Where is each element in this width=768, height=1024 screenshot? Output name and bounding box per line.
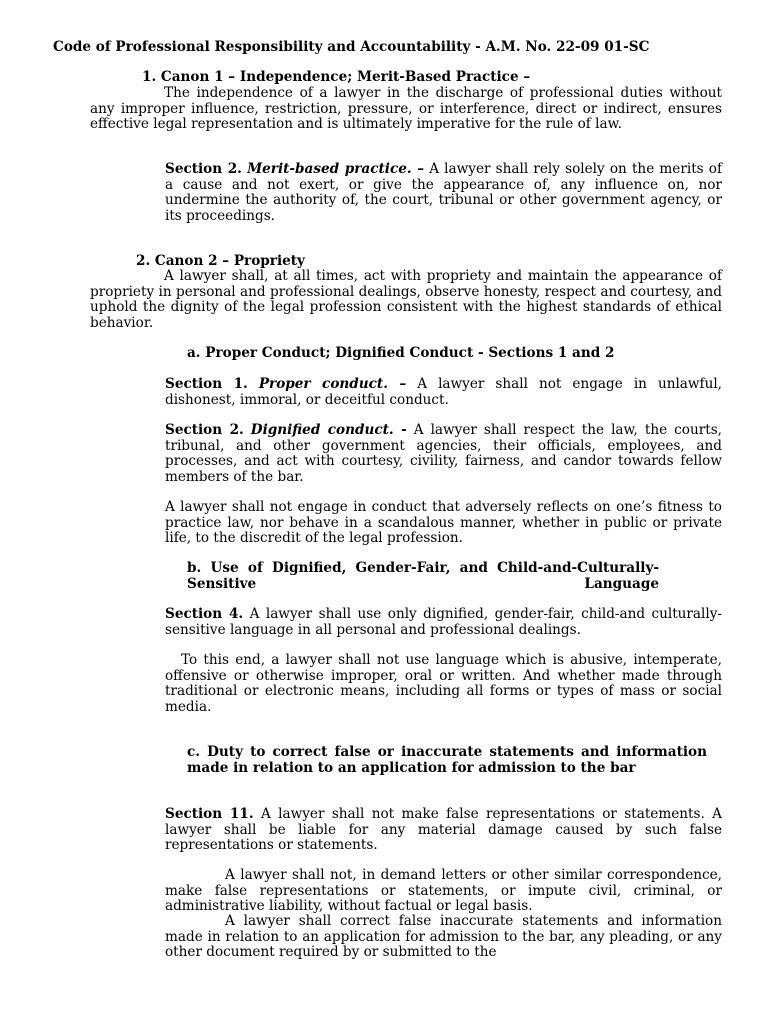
canon-1-heading: 1. Canon 1 – Independence; Merit-Based Practice –	[142, 69, 531, 85]
section-11-paragraph-3: A lawyer shall correct false inaccurate statements and information made in relation to an application for admission to the bar, any pleading, or any other document required by or submitted to the	[165, 913, 722, 961]
section-label: Section 1.	[165, 376, 248, 392]
subheading-c: c. Duty to correct false or inaccurate statements and information made in relation to an application for admission to the bar	[187, 744, 707, 776]
canon-1-section-2	[165, 162, 722, 224]
canon-2-section-1	[165, 377, 722, 408]
canon-2-section-4	[165, 607, 722, 638]
canon-1-body: The independence of a lawyer in the discharge of professional duties without any improper influence, restriction, pressure, or interference, direct or indirect, ensures effective legal representation and is ultimately imperative for the rule of law.	[90, 85, 722, 133]
section-title: Dignified conduct. -	[250, 422, 407, 438]
section-label: Section 4.	[165, 606, 244, 622]
section-text: A lawyer shall not make false representations or statements. A lawyer shall be liable for any material damage caused by such false representations or statements.	[165, 806, 722, 854]
section-text: A lawyer shall use only dignified, gender-fair, child-and culturally-sensitive language in all personal and professional dealings.	[165, 606, 723, 638]
section-11-paragraph-2: A lawyer shall not, in demand letters or other similar correspondence, make false representations or statements, or impute civil, criminal, or administrative liability, without factual or legal basis.	[165, 867, 722, 915]
canon-2-section-11	[165, 807, 722, 854]
section-label: Section 2.	[165, 161, 242, 177]
section-title: Proper conduct. –	[258, 376, 407, 392]
section-text: A lawyer shall rely solely on the merits of a cause and not exert, or give the appearance of, any influence on, nor undermine the authority of, the court, tribunal or other government agency, or its proceedings.	[165, 161, 723, 224]
subheading-b: b. Use of Dignified, Gender-Fair, and Child-and-Culturally- Sensitive Language	[187, 560, 659, 592]
document-title: Code of Professional Responsibility and Accountability - A.M. No. 22-09 01-SC	[53, 39, 650, 55]
canon-2-heading: 2. Canon 2 – Propriety	[136, 253, 305, 269]
section-2-paragraph-2: A lawyer shall not engage in conduct that adversely reflects on one’s fitness to practice law, nor behave in a scandalous manner, whether in public or private life, to the discredit of the legal profession.	[165, 499, 722, 547]
canon-2-body: A lawyer shall, at all times, act with propriety and maintain the appearance of propriety in personal and professional dealings, observe honesty, respect and courtesy, and uphold the dignity of the legal profession consistent with the highest standards of ethical behavior.	[90, 268, 722, 331]
section-4-paragraph-2: To this end, a lawyer shall not use language which is abusive, intemperate, offensive or otherwise improper, oral or written. And whether made through traditional or electronic means, including all forms or types of mass or social media.	[165, 652, 722, 715]
canon-2-section-2	[165, 423, 722, 485]
section-text: A lawyer shall respect the law, the courts, tribunal, and other government agencies, their officials, employees, and processes, and act with courtesy, civility, fairness, and candor towards fellow members of the bar.	[165, 422, 722, 485]
section-label: Section 11.	[165, 806, 254, 822]
section-text: A lawyer shall not engage in unlawful, dishonest, immoral, or deceitful conduct.	[165, 376, 723, 408]
section-title: Merit-based practice. –	[247, 161, 424, 177]
subheading-a: a. Proper Conduct; Dignified Conduct - Sections 1 and 2	[187, 345, 615, 361]
section-label: Section 2.	[165, 422, 244, 438]
